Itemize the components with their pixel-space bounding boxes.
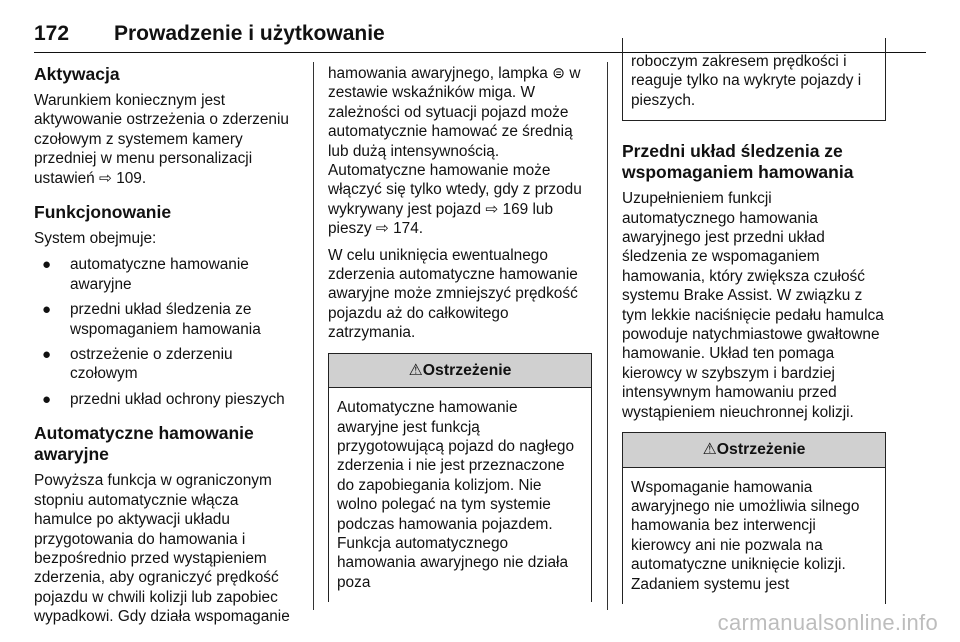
warning-box-continued: [622, 38, 886, 121]
paragraph-automatyczne-hamowanie: Powyższa funkcja w ograniczonym stopniu automatycznie włącza hamulce po aktywacji układu przygotowania do hamowania i bezpośrednio przed wystąpieniem zderzenia, aby ograniczyć prędkość pojazdu w chwili kolizji lub zapobiec wypadkowi. Gdy działa wspomaganie: [34, 472, 290, 626]
bullet-icon: ●: [42, 390, 52, 408]
warning-text: Wspomaganie hamowania awaryjnego nie umożliwia silnego hamowania bez interwencji kierowcy ani nie pozwala na automatyczne uniknięcie kolizji. Zadaniem systemu jest: [631, 478, 860, 593]
warning-title: ⚠Ostrzeżenie: [623, 433, 885, 467]
running-title: Prowadzenie i użytkowanie: [114, 22, 385, 45]
column-divider: [607, 62, 608, 610]
heading-funkcjonowanie: Funkcjonowanie: [34, 202, 172, 223]
warning-box: [328, 353, 592, 602]
column-2: [328, 64, 592, 602]
paragraph-aktywacja: Warunkiem koniecznym jest aktywowanie ostrzeżenia o zderzeniu czołowym z systemem kamery przedniej w menu personalizacji ustawień ⇨ 109.: [34, 92, 289, 187]
column-divider: [313, 62, 314, 610]
list-item: ● przedni układ ochrony pieszych: [42, 390, 285, 408]
column-3: [622, 53, 886, 604]
bullet-icon: ●: [42, 346, 52, 364]
warning-text-continued: roboczym zakresem prędkości i reaguje tylko na wykryte pojazdy i pieszych.: [631, 53, 862, 109]
bullet-icon: ●: [42, 256, 52, 274]
warning-box: [622, 432, 886, 604]
list-item: ● automatyczne hamowanie awaryjne: [42, 256, 249, 293]
heading-aktywacja: Aktywacja: [34, 64, 120, 84]
feature-list: [34, 255, 298, 409]
paragraph-zatrzymanie: W celu uniknięcia ewentualnego zderzenia automatyczne hamowanie awaryjne może zmniejszyć prędkość pojazdu aż do całkowitego zatrzymania.: [328, 246, 578, 342]
column-1: [34, 64, 298, 634]
warning-text: Automatyczne hamowanie awaryjne jest funkcją przygotowującą pojazd do nagłego zderzenia i nie jest przeznaczone do zapobiegania kolizjom. Nie wolno polegać na tym systemie podczas hamowania pojazdem. Funkcja automatycznego hamowania awaryjnego nie działa poza: [337, 399, 575, 591]
paragraph-hamowanie-lampka: hamowania awaryjnego, lampka ⊜ w zestawie wskaźników miga. W zależności od sytuacji pojazd może automatycznie hamować ze średnią lub dużą intensywnością. Automatyczne hamowanie może włączyć się tylko wtedy, gdy z przodu wykrywany jest pojazd ⇨ 169 lub pieszy ⇨ 174.: [328, 65, 582, 238]
warning-title: ⚠Ostrzeżenie: [329, 354, 591, 388]
watermark: carmanualsonline.info: [717, 610, 938, 635]
paragraph-system: System obejmuje:: [34, 230, 157, 248]
list-item: ● ostrzeżenie o zderzeniu czołowym: [42, 346, 233, 383]
page-number: 172: [34, 22, 70, 45]
paragraph-przedni-uklad: Uzupełnieniem funkcji automatycznego hamowania awaryjnego jest przedni układ śledzenia ze wspomaganiem hamowania, który zwiększa czułość systemu Brake Assist. W związku z tym lekkie naciśnięcie pedału hamulca powoduje natychmiastowe gwałtowne hamowanie. Układ ten pomaga kierowcy w szybszym i bardziej intensywnym hamowaniu przed wystąpieniem nieuchronnej kolizji.: [622, 190, 884, 421]
heading-przedni-uklad: Przedni układ śledzenia ze wspomaganiem hamowania: [622, 141, 854, 183]
heading-automatyczne-hamowanie: Automatyczne hamowanie awaryjne: [34, 423, 254, 465]
bullet-icon: ●: [42, 301, 52, 319]
list-item: ● przedni układ śledzenia ze wspomaganiem hamowania: [42, 301, 261, 338]
